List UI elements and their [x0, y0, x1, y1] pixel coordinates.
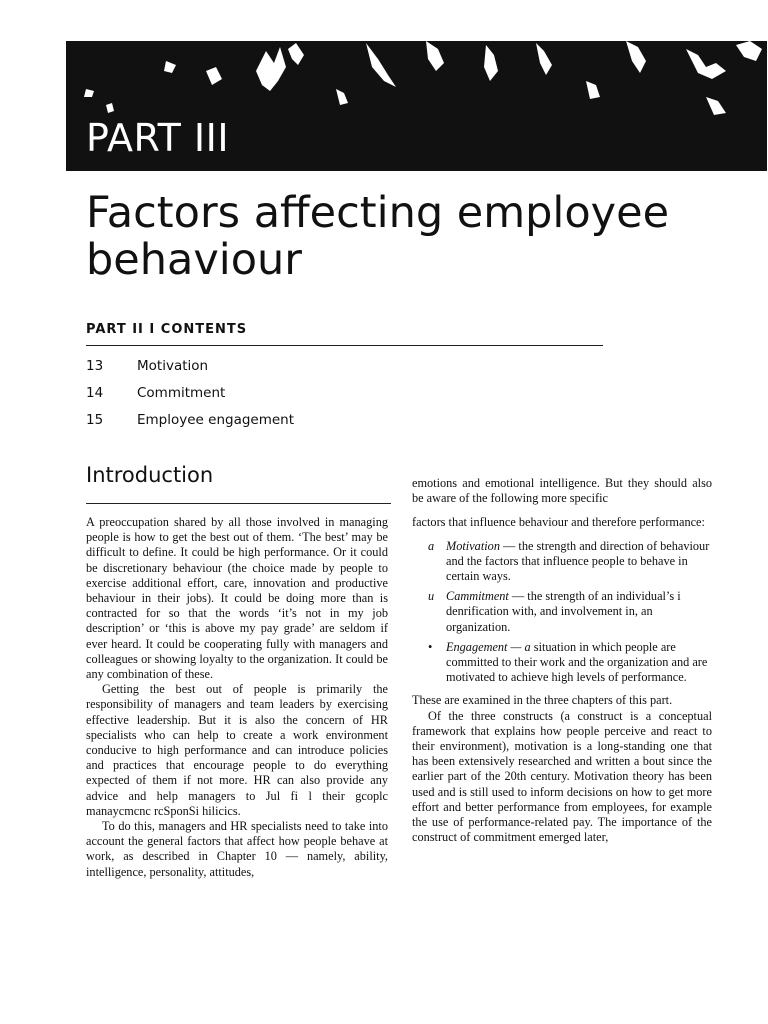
body-paragraph: factors that influence behaviour and therefore performance: [412, 515, 705, 530]
list-item [412, 589, 712, 635]
factor-list [412, 539, 712, 686]
right-column [412, 476, 712, 845]
toc-item-label: Motivation [137, 358, 209, 374]
toc-item-label: Commitment [137, 385, 226, 401]
list-marker: • [428, 639, 433, 654]
body-paragraph: These are examined in the three chapters of this part. [412, 693, 673, 708]
list-marker: a [428, 538, 435, 553]
body-paragraph: To do this, managers and HR specialists need to take into account the general factors that affect how people behave at work, as described in Chapter 10 — namely, ability, intelligence, personality, attitudes, [86, 819, 388, 879]
list-text: situation in which people are committed to their work and the organization and are motivated to achieve high levels of performance. [446, 639, 708, 685]
list-term: Engagement — a [446, 639, 531, 654]
body-paragraph: emotions and emotional intelligence. But they should also be aware of the following more specific [412, 476, 712, 506]
toc-item[interactable] [86, 358, 208, 374]
part-label: PART III [86, 116, 230, 160]
list-text: — the strength of an individual’s i denrification with, and involvement in, an organization. [446, 589, 681, 634]
list-term: Motivation [446, 538, 500, 553]
contents-heading: PART II I CONTENTS [86, 322, 248, 337]
toc-item[interactable] [86, 385, 225, 401]
body-paragraph: Getting the best out of people is primarily the responsibility of managers and team leaders by exercising effective leadership. But it is also the concern of HR specialists who can help to create a work environment conducive to high performance and can introduce policies and practices that encourage people to do everything expected of them if not more. HR can also provide any advice and help managers to Jul fi l their gcoplc manaycmcnc rcSponSi hilicics. [86, 682, 388, 818]
list-text: — the strength and direction of behaviour and the factors that influence people to behave in certain ways. [446, 538, 710, 584]
toc-item-number: 15 [86, 412, 104, 428]
body-paragraph: Of the three constructs (a construct is a conceptual framework that explains how people perceive and react to their environment), motivation is a long-standing one that has been extensively researched and written a bout since the earlier part of the 20th century. Motivation theory has been used and is still used to inform decisions on how to get more effort and better performance from employees, for example the use of performance-related pay. The importance of the construct of commitment emerged later, [412, 708, 712, 845]
list-term: Cammitment [446, 589, 509, 604]
contents-divider [86, 345, 603, 346]
page-title: Factors affecting employee behaviour [86, 188, 670, 285]
part-banner [66, 41, 767, 171]
introduction-heading: Introduction [86, 463, 214, 487]
toc-item-label: Employee engagement [137, 412, 295, 428]
toc-item-number: 14 [86, 385, 104, 401]
list-item [412, 640, 712, 686]
list-marker: u [428, 589, 435, 604]
introduction-divider [86, 503, 391, 504]
left-column [86, 515, 388, 880]
list-item [412, 539, 712, 585]
toc-item-number: 13 [86, 358, 104, 374]
toc-item[interactable] [86, 412, 294, 428]
body-paragraph: A preoccupation shared by all those involved in managing people is how to get the best out of them. ‘The best’ may be difficult to define. It could be high performance. Or it could be discretionary behaviour (the choice made by people to exercise additional effort, care, innovation and productive behaviour in their jobs). It could be doing more than is contracted for so that the words ‘it’s not in my job description’ or ‘this is above my pay grade’ are seldom if ever heard. It could be cooperating fully with managers and colleagues or showing loyalty to the organization. It could be any combination of these. [86, 515, 388, 682]
